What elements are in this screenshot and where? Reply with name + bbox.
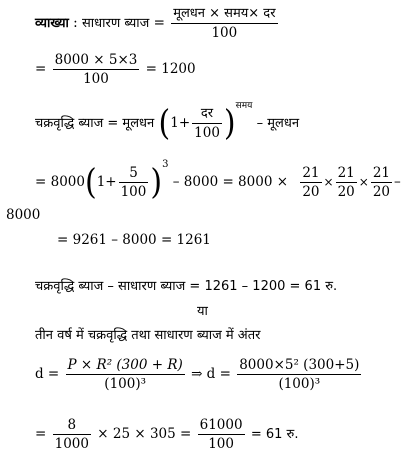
rate-fraction bbox=[192, 106, 222, 141]
label-colon: : bbox=[68, 15, 83, 31]
right-paren: ) bbox=[223, 102, 236, 144]
compound-interest-calc-row bbox=[35, 158, 401, 203]
fraction-denominator: 20 bbox=[337, 184, 355, 200]
equals-sign: = bbox=[35, 426, 47, 442]
ci-calc-start: = 8000 bbox=[35, 174, 85, 190]
or-text: या bbox=[197, 304, 208, 319]
si-calc-fraction bbox=[53, 52, 140, 87]
fraction-numerator: 61000 bbox=[199, 417, 243, 433]
si-formula-fraction bbox=[171, 6, 277, 41]
fraction-numerator: 8 bbox=[53, 417, 91, 435]
three-year-difference-text: तीन वर्ष में चक्रवृद्धि तथा साधारण ब्याज में अंतर bbox=[35, 328, 261, 343]
fraction-21-20-c bbox=[371, 165, 392, 200]
simple-interest-calc-row bbox=[35, 52, 196, 87]
wrapped-8000: 8000 bbox=[6, 207, 41, 223]
ci-rate-denominator: 100 bbox=[120, 184, 147, 200]
times-sign: × bbox=[323, 175, 334, 189]
ci-result: = 9261 – 8000 = 1261 bbox=[57, 232, 211, 248]
fraction-denominator: 100 bbox=[208, 436, 234, 452]
final-calc-row bbox=[35, 417, 298, 452]
final-middle: × 25 × 305 = bbox=[97, 426, 192, 442]
si-calc-numerator: 8000 × 5×3 bbox=[54, 52, 138, 68]
d-label: d = bbox=[35, 366, 60, 382]
fraction-denominator: 1000 bbox=[54, 436, 89, 452]
time-exponent: समय bbox=[235, 100, 253, 111]
explanation-label: व्याख्या bbox=[35, 16, 69, 31]
equals-sign: = bbox=[35, 61, 47, 77]
si-result: = 1200 bbox=[145, 61, 196, 77]
d-formula-fraction bbox=[66, 357, 185, 392]
d-calc-fraction bbox=[237, 357, 361, 392]
or-row bbox=[197, 303, 208, 320]
compound-interest-result-row bbox=[57, 232, 211, 248]
d-formula-row bbox=[35, 357, 363, 392]
fraction-8-1000 bbox=[53, 417, 91, 452]
cube-exponent: 3 bbox=[162, 158, 169, 170]
ci-calc-middle: – 8000 = 8000 × bbox=[172, 174, 289, 190]
three-year-difference-row bbox=[35, 327, 260, 344]
simple-interest-term: साधारण ब्याज bbox=[82, 16, 150, 31]
minus-principal: – मूलधन bbox=[256, 116, 300, 131]
si-formula-denominator: 100 bbox=[211, 25, 238, 41]
right-paren: ) bbox=[150, 161, 163, 203]
ci-rate-fraction bbox=[119, 165, 149, 200]
d-formula-numerator: P × R² (300 + R) bbox=[67, 357, 183, 373]
left-paren: ( bbox=[158, 102, 171, 144]
fraction-denominator: 20 bbox=[372, 184, 391, 200]
compound-interest-formula-row bbox=[35, 100, 300, 144]
d-formula-denominator: (100)³ bbox=[104, 376, 147, 392]
trailing-minus: – bbox=[394, 174, 401, 190]
calc-one-plus: 1+ bbox=[96, 174, 117, 190]
simple-interest-formula-row bbox=[35, 6, 280, 41]
ci-formula-lhs: चक्रवृद्धि ब्याज = मूलधन bbox=[35, 116, 155, 131]
fraction-numerator: 21 bbox=[302, 165, 320, 181]
d-calc-numerator: 8000×5² (300+5) bbox=[239, 357, 360, 373]
rate-numerator: दर bbox=[192, 106, 222, 124]
difference-statement: चक्रवृद्धि ब्याज – साधारण ब्याज = 1261 – 1200 = 61 रु. bbox=[35, 279, 338, 294]
final-result: = 61 रु. bbox=[250, 427, 299, 442]
difference-row bbox=[35, 278, 337, 295]
fraction-61000-100 bbox=[198, 417, 245, 452]
fraction-numerator: 21 bbox=[372, 165, 391, 181]
times-sign: × bbox=[358, 175, 369, 189]
fraction-numerator: 21 bbox=[337, 165, 355, 181]
fraction-denominator: 20 bbox=[302, 184, 320, 200]
fraction-21-20-b bbox=[336, 165, 357, 200]
d-calc-denominator: (100)³ bbox=[278, 376, 321, 392]
equals-sign: = bbox=[153, 15, 165, 31]
rate-denominator: 100 bbox=[194, 125, 220, 141]
wrapped-8000-row bbox=[6, 207, 40, 223]
one-plus: 1+ bbox=[170, 115, 191, 131]
fraction-21-20-a bbox=[300, 165, 321, 200]
ci-rate-numerator: 5 bbox=[119, 165, 149, 183]
si-formula-numerator: मूलधन × समय× दर bbox=[171, 6, 277, 24]
implies-d: ⇒ d = bbox=[191, 366, 231, 382]
left-paren: ( bbox=[84, 161, 97, 203]
si-calc-denominator: 100 bbox=[83, 71, 109, 87]
